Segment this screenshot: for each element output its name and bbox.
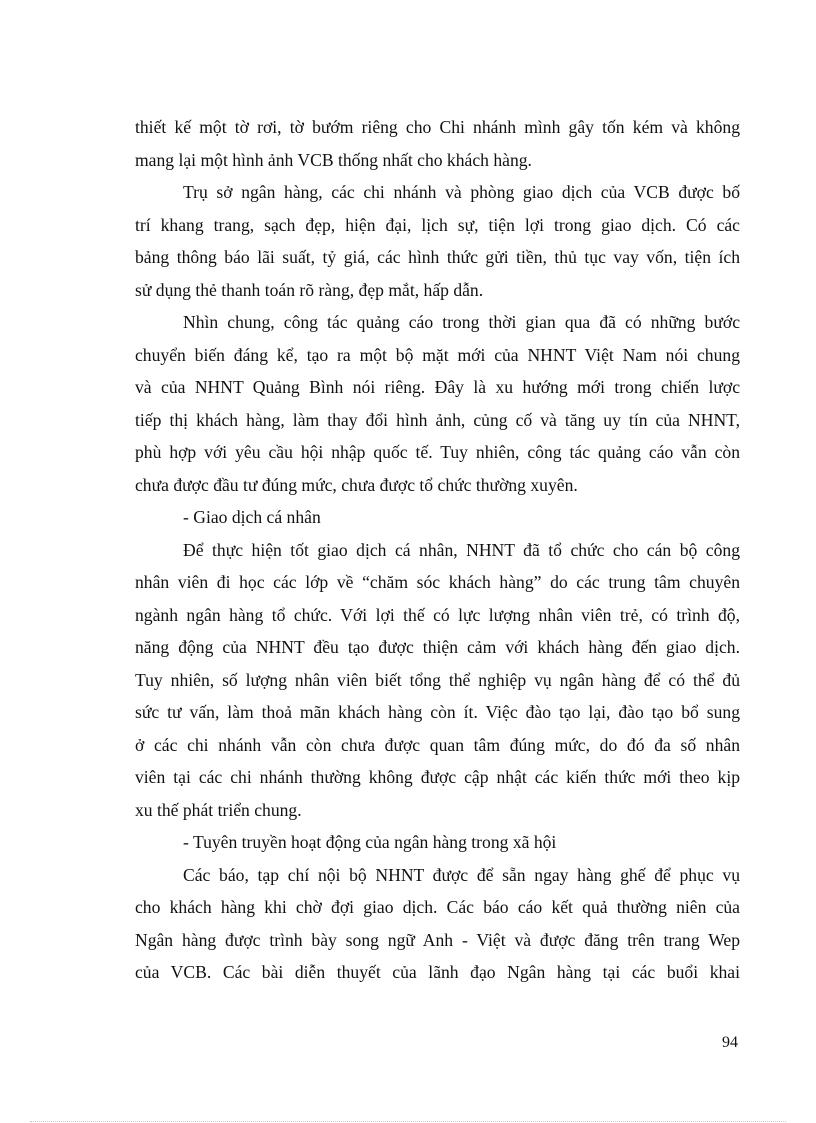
text-line: cho khách hàng khi chờ đợi giao dịch. Các báo cáo kết quả thường niên của — [135, 897, 740, 917]
text-line: chưa được đầu tư đúng mức, chưa được tổ chức thường xuyên. — [135, 474, 578, 495]
text-line: Nhìn chung, công tác quảng cáo trong thời gian qua đã có những bước — [183, 312, 740, 332]
section-heading: - Giao dịch cá nhân — [183, 507, 321, 527]
text-line: ngành ngân hàng tổ chức. Với lợi thế có lực lượng nhân viên trẻ, có trình độ, — [135, 604, 740, 625]
text-line: năng động của NHNT đều tạo được thiện cảm với khách hàng đến giao dịch. — [135, 637, 740, 657]
text-line: Tuy nhiên, số lượng nhân viên biết tổng thể nghiệp vụ ngân hàng để có thể đủ — [135, 669, 740, 690]
text-line: xu thế phát triển chung. — [135, 799, 302, 820]
text-line: chuyển biến đáng kể, tạo ra một bộ mặt mới của NHNT Việt Nam nói chung — [135, 344, 740, 365]
text-line: và của NHNT Quảng Bình nói riêng. Đây là xu hướng mới trong chiến lược — [135, 377, 740, 397]
section-heading: - Tuyên truyền hoạt động của ngân hàng trong xã hội — [183, 832, 557, 852]
text-line: mang lại một hình ảnh VCB thống nhất cho khách hàng. — [135, 149, 532, 170]
text-line: Ngân hàng được trình bày song ngữ Anh - Việt và được đăng trên trang Wep — [135, 929, 740, 950]
text-line: Các báo, tạp chí nội bộ NHNT được để sẵn ngay hàng ghế để phục vụ — [183, 864, 740, 885]
text-line: của VCB. Các bài diễn thuyết của lãnh đạo Ngân hàng tại các buổi khai — [135, 962, 740, 982]
text-line: thiết kế một tờ rơi, tờ bướm riêng cho Chi nhánh mình gây tốn kém và không — [135, 117, 740, 137]
text-line: ở các chi nhánh vẫn còn chưa được quan tâm đúng mức, do đó đa số nhân — [135, 734, 740, 755]
text-line: sức tư vấn, làm thoả mãn khách hàng còn ít. Việc đào tạo lại, đào tạo bổ sung — [135, 702, 740, 722]
text-line: phù hợp với yêu cầu hội nhập quốc tế. Tuy nhiên, công tác quảng cáo vẫn còn — [135, 442, 740, 462]
text-line: nhân viên đi học các lớp về “chăm sóc khách hàng” do các trung tâm chuyên — [135, 572, 740, 592]
text-line: tiếp thị khách hàng, làm thay đổi hình ảnh, củng cố và tăng uy tín của NHNT, — [135, 409, 740, 430]
text-line: Trụ sở ngân hàng, các chi nhánh và phòng giao dịch của VCB được bố — [183, 182, 740, 202]
text-line: Để thực hiện tốt giao dịch cá nhân, NHNT đã tổ chức cho cán bộ công — [183, 539, 740, 560]
text-line: sử dụng thẻ thanh toán rõ ràng, đẹp mắt, hấp dẫn. — [135, 279, 484, 300]
page-bottom-border — [30, 1121, 786, 1122]
text-line: viên tại các chi nhánh thường không được cập nhật các kiến thức mới theo kịp — [135, 767, 740, 787]
body-text — [135, 111, 740, 989]
page-number: 94 — [722, 1034, 738, 1051]
text-line: trí khang trang, sạch đẹp, hiện đại, lịch sự, tiện lợi trong giao dịch. Có các — [135, 214, 740, 235]
text-line: bảng thông báo lãi suất, tỷ giá, các hình thức gửi tiền, thủ tục vay vốn, tiện ích — [135, 247, 740, 267]
